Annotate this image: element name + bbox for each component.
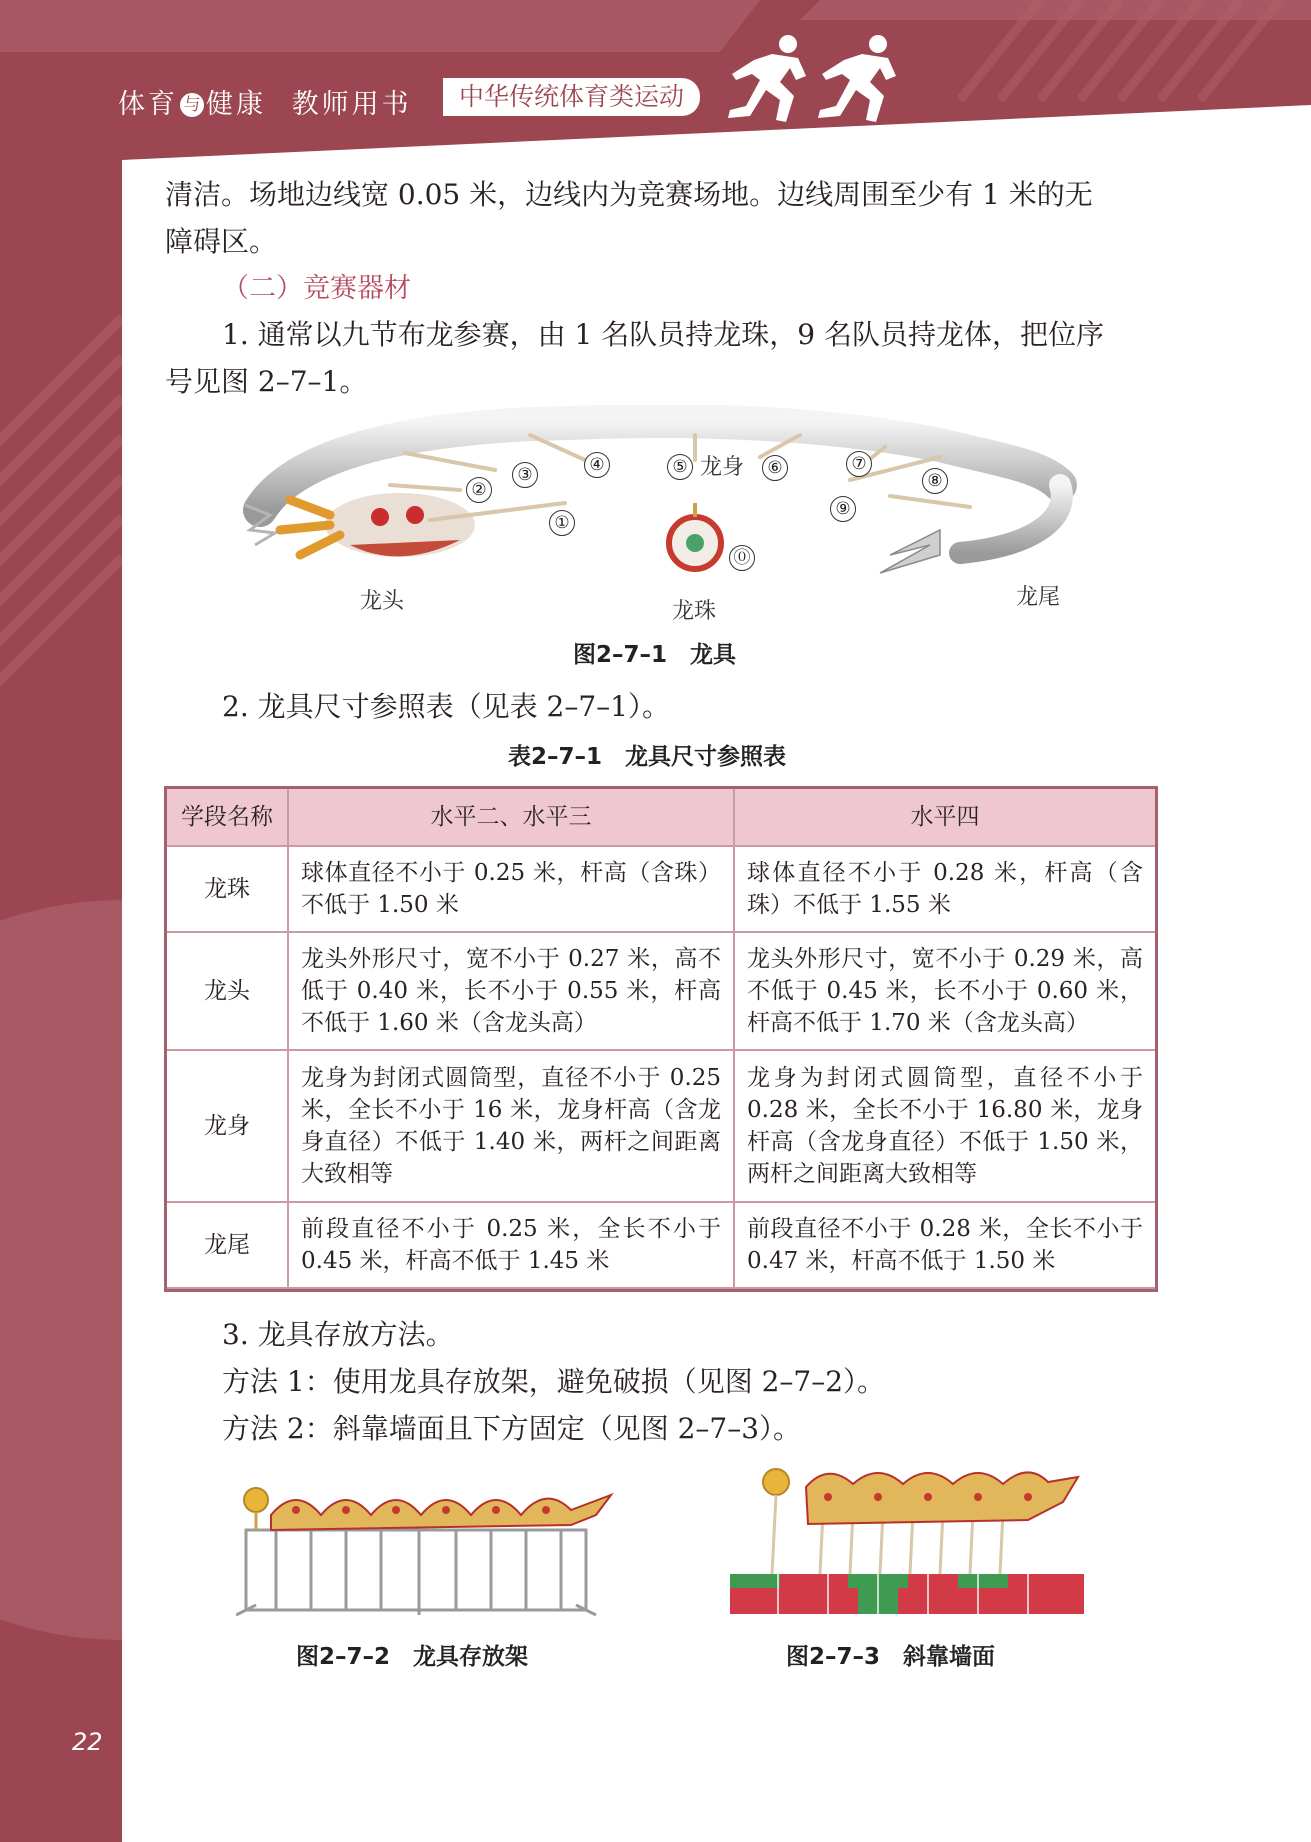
table-row xyxy=(166,1202,1156,1288)
marker-9: ⑨ xyxy=(830,496,856,522)
dragon-size-table xyxy=(165,787,1157,1289)
intro-line-1: 清洁。场地边线宽 0.05 米，边线内为竞赛场地。边线周围至少有 1 米的无 xyxy=(165,178,1093,211)
row-level23: 球体直径不小于 0.25 米，杆高（含珠）不低于 1.50 米 xyxy=(288,846,734,932)
dragon-tail xyxy=(880,530,940,573)
label-head: 龙头 xyxy=(360,589,405,614)
item1-line-2: 号见图 2–7–1。 xyxy=(165,365,368,398)
item1-line-1: 1. 通常以九节布龙参赛，由 1 名队员持龙珠，9 名队员持龙体，把位序 xyxy=(222,318,1104,351)
method2-text: 方法 2：斜靠墙面且下方固定（见图 2–7–3）。 xyxy=(222,1412,802,1445)
table-row xyxy=(166,846,1156,932)
item3-text: 3. 龙具存放方法。 xyxy=(222,1318,454,1351)
book-title-part1: 体育 xyxy=(118,89,178,120)
row-level4: 前段直径不小于 0.28 米，全长不小于 0.47 米，杆高不低于 1.50 米 xyxy=(734,1202,1156,1288)
item2-text: 2. 龙具尺寸参照表（见表 2–7–1）。 xyxy=(222,690,670,723)
page-header xyxy=(0,0,1311,160)
book-title-part2: 健康 xyxy=(206,89,266,120)
dragon-head xyxy=(280,493,475,557)
table-row xyxy=(166,932,1156,1050)
row-level23: 前段直径不小于 0.25 米，全长不小于 0.45 米，杆高不低于 1.45 米 xyxy=(288,1202,734,1288)
row-stage: 龙身 xyxy=(166,1050,288,1202)
wall-leaning-illustration xyxy=(728,1462,1090,1622)
row-stage: 龙珠 xyxy=(166,846,288,932)
table-header-row xyxy=(166,788,1156,846)
marker-5: ⑤ xyxy=(667,454,693,480)
row-stage: 龙头 xyxy=(166,932,288,1050)
row-level4: 球体直径不小于 0.28 米，杆高（含珠）不低于 1.55 米 xyxy=(734,846,1156,932)
book-title xyxy=(118,82,412,121)
header-level23: 水平二、水平三 xyxy=(288,788,734,846)
storage-rack-illustration xyxy=(236,1470,616,1620)
marker-6: ⑥ xyxy=(762,455,788,481)
table-caption: 表2–7–1 龙具尺寸参照表 xyxy=(508,744,787,770)
intro-line-2: 障碍区。 xyxy=(165,225,278,258)
row-level4: 龙头外形尺寸，宽不小于 0.29 米，高不低于 0.45 米，长不小于 0.60 米，杆高不低于 1.70 米（含龙头高） xyxy=(734,932,1156,1050)
row-level4: 龙身为封闭式圆筒型，直径不小于 0.28 米，全长不小于 16.80 米，龙身杆高（含龙身直径）不低于 1.50 米，两杆之间距离大致相等 xyxy=(734,1050,1156,1202)
header-level4: 水平四 xyxy=(734,788,1156,846)
marker-8: ⑧ xyxy=(922,468,948,494)
label-body: 龙身 xyxy=(700,455,745,480)
label-pearl: 龙珠 xyxy=(672,599,717,624)
figure3-caption: 图2–7–3 斜靠墙面 xyxy=(786,1644,996,1670)
row-level23: 龙头外形尺寸，宽不小于 0.27 米，高不低于 0.40 米，长不小于 0.55 米，杆高不低于 1.60 米（含龙头高） xyxy=(288,932,734,1050)
page-number: 22 xyxy=(72,1728,103,1756)
runners-icon xyxy=(710,30,920,140)
marker-4: ④ xyxy=(584,452,610,478)
section-heading: （二）竞赛器材 xyxy=(222,273,411,304)
figure2-caption: 图2–7–2 龙具存放架 xyxy=(296,1644,529,1670)
header-stage: 学段名称 xyxy=(166,788,288,846)
marker-0: ⓪ xyxy=(729,545,755,571)
table-row xyxy=(166,1050,1156,1202)
marker-2: ② xyxy=(466,477,492,503)
sidebar-decoration xyxy=(0,0,122,1842)
row-stage: 龙尾 xyxy=(166,1202,288,1288)
marker-1: ① xyxy=(549,510,575,536)
dragon-illustration xyxy=(240,405,1080,590)
chapter-tag: 中华传统体育类运动 xyxy=(443,78,700,116)
book-subtitle: 教师用书 xyxy=(291,89,412,120)
marker-3: ③ xyxy=(512,462,538,488)
dragon-pearl xyxy=(669,503,721,569)
figure1-caption: 图2–7–1 龙具 xyxy=(573,642,737,668)
left-sidebar-band xyxy=(0,0,122,1842)
book-title-circle: 与 xyxy=(180,93,204,117)
row-level23: 龙身为封闭式圆筒型，直径不小于 0.25 米，全长不小于 16 米，龙身杆高（含龙身直径）不低于 1.40 米，两杆之间距离大致相等 xyxy=(288,1050,734,1202)
label-tail: 龙尾 xyxy=(1016,585,1061,610)
marker-7: ⑦ xyxy=(846,451,872,477)
method1-text: 方法 1：使用龙具存放架，避免破损（见图 2–7–2）。 xyxy=(222,1365,886,1398)
